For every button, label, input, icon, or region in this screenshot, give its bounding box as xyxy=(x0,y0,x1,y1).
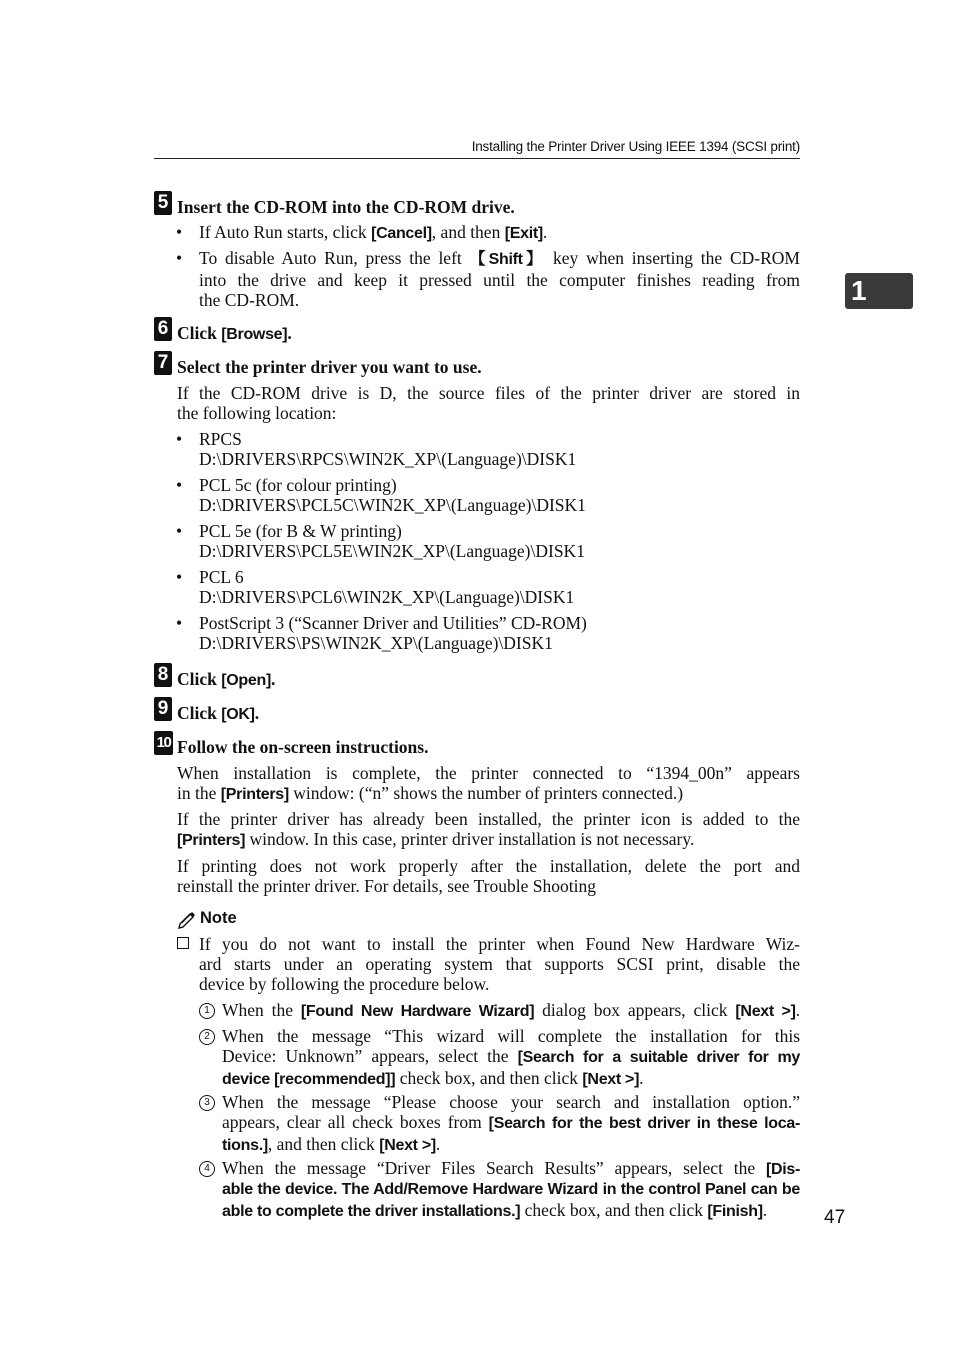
step-10-paragraph-1: When installation is complete, the printer connected to “1394_00n” appears in the [Printers] window: (“n” shows the number of printers connected.) xyxy=(177,763,800,803)
step-6-title: Click [Browse]. xyxy=(177,323,292,343)
next-button-ref: [Next >] xyxy=(379,1137,436,1154)
shift-key-ref: 【Shift】 xyxy=(469,251,546,268)
note-item-1: When the [Found New Hardware Wizard] dialog box appears, click [Next >]. xyxy=(222,1000,800,1020)
step-number-6: 6 xyxy=(154,317,172,341)
step-5-bullet-1: If Auto Run starts, click [Cancel], and then [Exit]. xyxy=(199,222,548,242)
driver-item xyxy=(199,521,800,561)
finish-button-ref: [Finish] xyxy=(707,1203,763,1220)
bullet-icon: • xyxy=(176,429,183,449)
driver-item xyxy=(199,613,800,653)
ok-button-ref: [OK] xyxy=(221,706,255,723)
next-button-ref: [Next >] xyxy=(735,1003,796,1020)
driver-item xyxy=(199,475,800,515)
found-new-hardware-wizard-ref: [Found New Hardware Wizard] xyxy=(300,1003,535,1020)
step-7-title: Select the printer driver you want to use. xyxy=(177,357,482,377)
printers-window-ref: [Printers] xyxy=(220,786,289,803)
bullet-icon: • xyxy=(176,475,183,495)
step-10-paragraph-2: If the printer driver has already been installed, the printer icon is added to the [Printers] window. In this case, printer driver installation is not necessary. xyxy=(177,809,800,849)
step-5-bullet-2: To disable Auto Run, press the left 【Shift】 key when inserting the CD-ROM into the drive and keep it pressed until the computer finishes reading from the CD-ROM. xyxy=(199,248,800,310)
header-rule xyxy=(154,158,800,159)
driver-path: D:\DRIVERS\PCL6\WIN2K_XP\(Language)\DISK1 xyxy=(199,587,575,607)
driver-path: D:\DRIVERS\PS\WIN2K_XP\(Language)\DISK1 xyxy=(199,633,553,653)
step-circle-1: 1 xyxy=(199,1003,215,1019)
driver-name: PostScript 3 (“Scanner Driver and Utilities” CD-ROM) xyxy=(199,613,587,633)
step-number-9: 9 xyxy=(154,697,172,721)
exit-button-ref: [Exit] xyxy=(504,225,543,242)
printers-window-ref: [Printers] xyxy=(177,832,246,849)
driver-name: PCL 5e (for B & W printing) xyxy=(199,521,402,541)
step-number-5: 5 xyxy=(154,191,172,215)
disable-device-ref: [Dis- xyxy=(765,1161,800,1178)
note-item-2: When the message “This wizard will complete the installation for this Device: Unknown” appears, select the [Search for a suitable driver for my device [recommended]] check box, and then click [Next >]. xyxy=(222,1026,800,1088)
running-head: Installing the Printer Driver Using IEEE 1394 (SCSI print) xyxy=(471,139,800,154)
bullet-icon: • xyxy=(176,521,183,541)
step-8-title: Click [Open]. xyxy=(177,669,276,689)
driver-name: PCL 6 xyxy=(199,567,244,587)
cancel-button-ref: [Cancel] xyxy=(371,225,432,242)
step-circle-4: 4 xyxy=(199,1161,215,1177)
bullet-icon: • xyxy=(176,222,183,242)
step-10-paragraph-3: If printing does not work properly after the installation, delete the port and reinstall the printer driver. For details, see Trouble Shooting xyxy=(177,856,800,896)
open-button-ref: [Open] xyxy=(221,672,271,689)
driver-name: PCL 5c (for colour printing) xyxy=(199,475,397,495)
bullet-icon: • xyxy=(176,248,183,268)
page-number: 47 xyxy=(824,1207,846,1228)
note-item-3: When the message “Please choose your search and installation option.” appears, clear all check boxes from [Search for the best driver in these loca- tions.], and then click [Next >]. xyxy=(222,1092,800,1154)
step-number-7: 7 xyxy=(154,351,172,375)
note-heading: Note xyxy=(200,909,237,927)
driver-path: D:\DRIVERS\PCL5C\WIN2K_XP\(Language)\DISK1 xyxy=(199,495,586,515)
driver-name: RPCS xyxy=(199,429,242,449)
step-number-8: 8 xyxy=(154,663,172,687)
step-7-paragraph: If the CD-ROM drive is D, the source files of the printer driver are stored in the following location: xyxy=(177,383,800,423)
chapter-tab: 1 xyxy=(845,273,913,309)
step-9-title: Click [OK]. xyxy=(177,703,260,723)
driver-item xyxy=(199,429,800,469)
step-5-title: Insert the CD-ROM into the CD-ROM drive. xyxy=(177,197,515,217)
bullet-icon: • xyxy=(176,567,183,587)
step-circle-3: 3 xyxy=(199,1095,215,1111)
note-text: If you do not want to install the printer when Found New Hardware Wiz- ard starts under an operating system that supports SCSI print, disable the device by following the procedure below. xyxy=(199,934,800,994)
step-number-10: 10 xyxy=(154,731,173,755)
step-10-title: Follow the on-screen instructions. xyxy=(177,737,429,757)
driver-path: D:\DRIVERS\RPCS\WIN2K_XP\(Language)\DISK1 xyxy=(199,449,577,469)
browse-button-ref: [Browse] xyxy=(221,326,288,343)
note-item-4: When the message “Driver Files Search Results” appears, select the [Dis- able the device. The Add/Remove Hardware Wizard in the control Panel can be able to complete the driver installations.] check box, and then click [Finish]. xyxy=(222,1158,800,1220)
search-best-driver-ref: [Search for the best driver in these loca- xyxy=(488,1115,800,1132)
checkbox-icon xyxy=(177,937,189,949)
search-suitable-driver-ref: [Search for a suitable driver for my xyxy=(517,1049,800,1066)
bullet-icon: • xyxy=(176,613,183,633)
step-circle-2: 2 xyxy=(199,1029,215,1045)
driver-item xyxy=(199,567,800,607)
next-button-ref: [Next >] xyxy=(582,1071,640,1088)
pencil-icon xyxy=(177,909,197,929)
driver-path: D:\DRIVERS\PCL5E\WIN2K_XP\(Language)\DISK1 xyxy=(199,541,585,561)
